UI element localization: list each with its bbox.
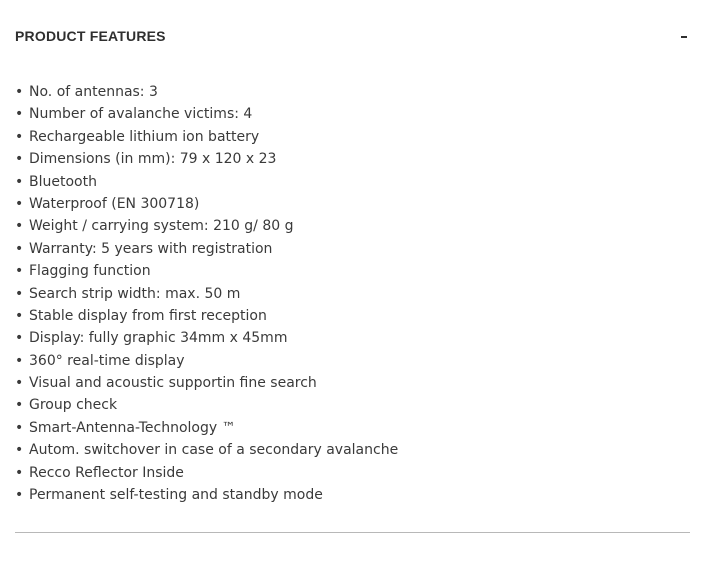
- feature-text: Rechargeable lithium ion battery: [29, 128, 260, 145]
- minus-icon[interactable]: [679, 31, 689, 41]
- feature-text: Bluetooth: [29, 173, 97, 190]
- feature-text: Dimensions (in mm): 79 x 120 x 23: [29, 151, 277, 168]
- feature-item: [15, 260, 398, 282]
- feature-item: [15, 327, 398, 349]
- bullet-icon: •: [15, 419, 24, 436]
- bullet-icon: •: [15, 84, 24, 100]
- bullet-icon: •: [15, 487, 24, 504]
- bullet-icon: •: [15, 151, 24, 168]
- feature-text: Number of avalanche victims: 4: [29, 106, 253, 123]
- feature-text: Stable display from first reception: [29, 307, 267, 324]
- feature-text: Search strip width: max. 50 m: [29, 285, 241, 302]
- bullet-icon: •: [15, 352, 24, 369]
- feature-item: [15, 193, 398, 215]
- section-title: PRODUCT FEATURES: [15, 28, 166, 44]
- bullet-icon: •: [15, 285, 24, 302]
- feature-item: [15, 238, 398, 260]
- section-divider: [15, 532, 690, 533]
- bullet-icon: •: [15, 173, 24, 190]
- feature-text: Flagging function: [29, 263, 151, 280]
- bullet-icon: •: [15, 375, 24, 392]
- feature-item: [15, 148, 398, 170]
- feature-text: No. of antennas: 3: [29, 84, 158, 100]
- product-features-accordion-header[interactable]: [15, 22, 690, 50]
- feature-item: [15, 439, 398, 461]
- feature-item: [15, 81, 398, 103]
- feature-list: [15, 81, 398, 506]
- feature-item: [15, 484, 398, 506]
- bullet-icon: •: [15, 195, 24, 212]
- feature-item: [15, 215, 398, 237]
- feature-text: 360° real-time display: [29, 352, 185, 369]
- bullet-icon: •: [15, 218, 24, 235]
- feature-text: Display: fully graphic 34mm x 45mm: [29, 330, 288, 347]
- feature-text: Recco Reflector Inside: [29, 464, 184, 481]
- feature-text: Waterproof (EN 300718): [29, 195, 200, 212]
- feature-item: [15, 462, 398, 484]
- feature-item: [15, 417, 398, 439]
- feature-item: [15, 350, 398, 372]
- bullet-icon: •: [15, 464, 24, 481]
- feature-item: [15, 171, 398, 193]
- bullet-icon: •: [15, 397, 24, 414]
- bullet-icon: •: [15, 330, 24, 347]
- bullet-icon: •: [15, 106, 24, 123]
- bullet-icon: •: [15, 263, 24, 280]
- feature-text: Autom. switchover in case of a secondary avalanche: [29, 442, 399, 459]
- feature-text: Warranty: 5 years with registration: [29, 240, 273, 257]
- feature-text: Visual and acoustic supportin fine search: [29, 375, 317, 392]
- bullet-icon: •: [15, 128, 24, 145]
- feature-item: [15, 283, 398, 305]
- feature-item: [15, 305, 398, 327]
- feature-item: [15, 103, 398, 125]
- feature-text: Smart-Antenna-Technology ™: [29, 419, 236, 436]
- bullet-icon: •: [15, 240, 24, 257]
- bullet-icon: •: [15, 307, 24, 324]
- feature-text: Weight / carrying system: 210 g/ 80 g: [29, 218, 294, 235]
- feature-item: [15, 372, 398, 394]
- feature-text: Group check: [29, 397, 118, 414]
- feature-text: Permanent self-testing and standby mode: [29, 487, 323, 504]
- bullet-icon: •: [15, 442, 24, 459]
- feature-item: [15, 126, 398, 148]
- feature-item: [15, 394, 398, 416]
